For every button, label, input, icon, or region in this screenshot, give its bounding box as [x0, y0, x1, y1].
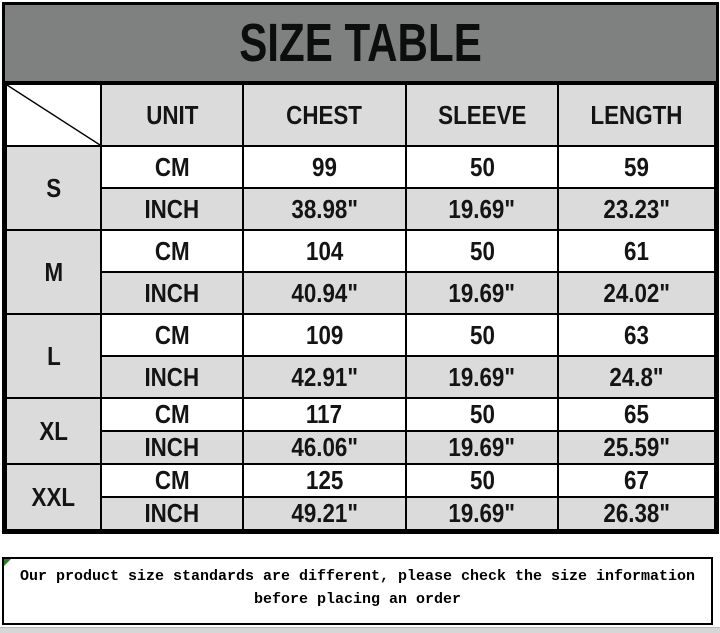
sleeve-inch-cell: 19.69" — [406, 356, 558, 398]
sleeve-inch-cell: 19.69" — [406, 272, 558, 314]
size-note-box — [2, 557, 713, 625]
length-inch-cell: 23.23" — [558, 188, 715, 230]
size-table — [5, 83, 716, 531]
length-inch-cell: 25.59" — [558, 431, 715, 464]
table-row-l-inch — [6, 356, 715, 398]
title-band — [5, 5, 716, 83]
size-label-cell-l: L — [6, 314, 101, 398]
length-inch-cell: 24.8" — [558, 356, 715, 398]
unit-cell: CM — [101, 146, 243, 188]
bottom-cropped-strip — [0, 627, 720, 633]
table-row-xxl-inch — [6, 497, 715, 530]
chest-inch-cell: 42.91" — [243, 356, 406, 398]
column-header-length — [558, 84, 715, 146]
size-note-line-1: Our product size standards are different, please check the size information — [19, 568, 696, 585]
sleeve-inch-cell: 19.69" — [406, 431, 558, 464]
sleeve-inch-cell: 19.69" — [406, 188, 558, 230]
table-row-s-cm — [6, 146, 715, 188]
sleeve-cm-cell: 50 — [406, 230, 558, 272]
diagonal-header-cell — [6, 84, 101, 146]
chest-cm-cell: 125 — [243, 464, 406, 497]
table-row-m-cm — [6, 230, 715, 272]
sleeve-inch-cell: 19.69" — [406, 497, 558, 530]
table-row-xl-cm — [6, 398, 715, 431]
page-title: SIZE TABLE — [239, 13, 482, 73]
size-label-cell-xl: XL — [6, 398, 101, 464]
column-header-sleeve-label: SLEEVE — [437, 99, 527, 130]
chest-inch-cell: 46.06" — [243, 431, 406, 464]
table-row-m-inch — [6, 272, 715, 314]
sleeve-cm-cell: 50 — [406, 146, 558, 188]
unit-cell: CM — [101, 230, 243, 272]
size-label-cell-s: S — [6, 146, 101, 230]
unit-cell: INCH — [101, 356, 243, 398]
unit-cell: CM — [101, 464, 243, 497]
chest-inch-cell: 40.94" — [243, 272, 406, 314]
chest-inch-cell: 38.98" — [243, 188, 406, 230]
column-header-unit-label: UNIT — [145, 99, 198, 130]
diagonal-line-icon — [7, 85, 100, 145]
size-label-cell-xxl: XXL — [6, 464, 101, 530]
header-row — [6, 84, 715, 146]
table-row-xxl-cm — [6, 464, 715, 497]
sleeve-cm-cell: 50 — [406, 398, 558, 431]
length-cm-cell: 63 — [558, 314, 715, 356]
unit-cell: INCH — [101, 497, 243, 530]
sleeve-cm-cell: 50 — [406, 314, 558, 356]
table-row-s-inch — [6, 188, 715, 230]
chest-cm-cell: 109 — [243, 314, 406, 356]
column-header-sleeve — [406, 84, 558, 146]
column-header-chest-label: CHEST — [286, 99, 363, 130]
size-label-cell-m: M — [6, 230, 101, 314]
chest-cm-cell: 117 — [243, 398, 406, 431]
chest-cm-cell: 99 — [243, 146, 406, 188]
length-inch-cell: 24.02" — [558, 272, 715, 314]
length-cm-cell: 67 — [558, 464, 715, 497]
column-header-unit — [101, 84, 243, 146]
unit-cell: INCH — [101, 188, 243, 230]
size-note-line-2: before placing an order — [253, 591, 462, 608]
length-inch-cell: 26.38" — [558, 497, 715, 530]
unit-cell: CM — [101, 314, 243, 356]
unit-cell: INCH — [101, 272, 243, 314]
column-header-length-label: LENGTH — [590, 99, 683, 130]
length-cm-cell: 61 — [558, 230, 715, 272]
table-row-xl-inch — [6, 431, 715, 464]
column-header-chest — [243, 84, 406, 146]
chest-inch-cell: 49.21" — [243, 497, 406, 530]
length-cm-cell: 65 — [558, 398, 715, 431]
size-table-frame — [2, 2, 719, 534]
chest-cm-cell: 104 — [243, 230, 406, 272]
unit-cell: CM — [101, 398, 243, 431]
sleeve-cm-cell: 50 — [406, 464, 558, 497]
table-row-l-cm — [6, 314, 715, 356]
unit-cell: INCH — [101, 431, 243, 464]
green-corner-marker-icon — [4, 559, 11, 566]
length-cm-cell: 59 — [558, 146, 715, 188]
